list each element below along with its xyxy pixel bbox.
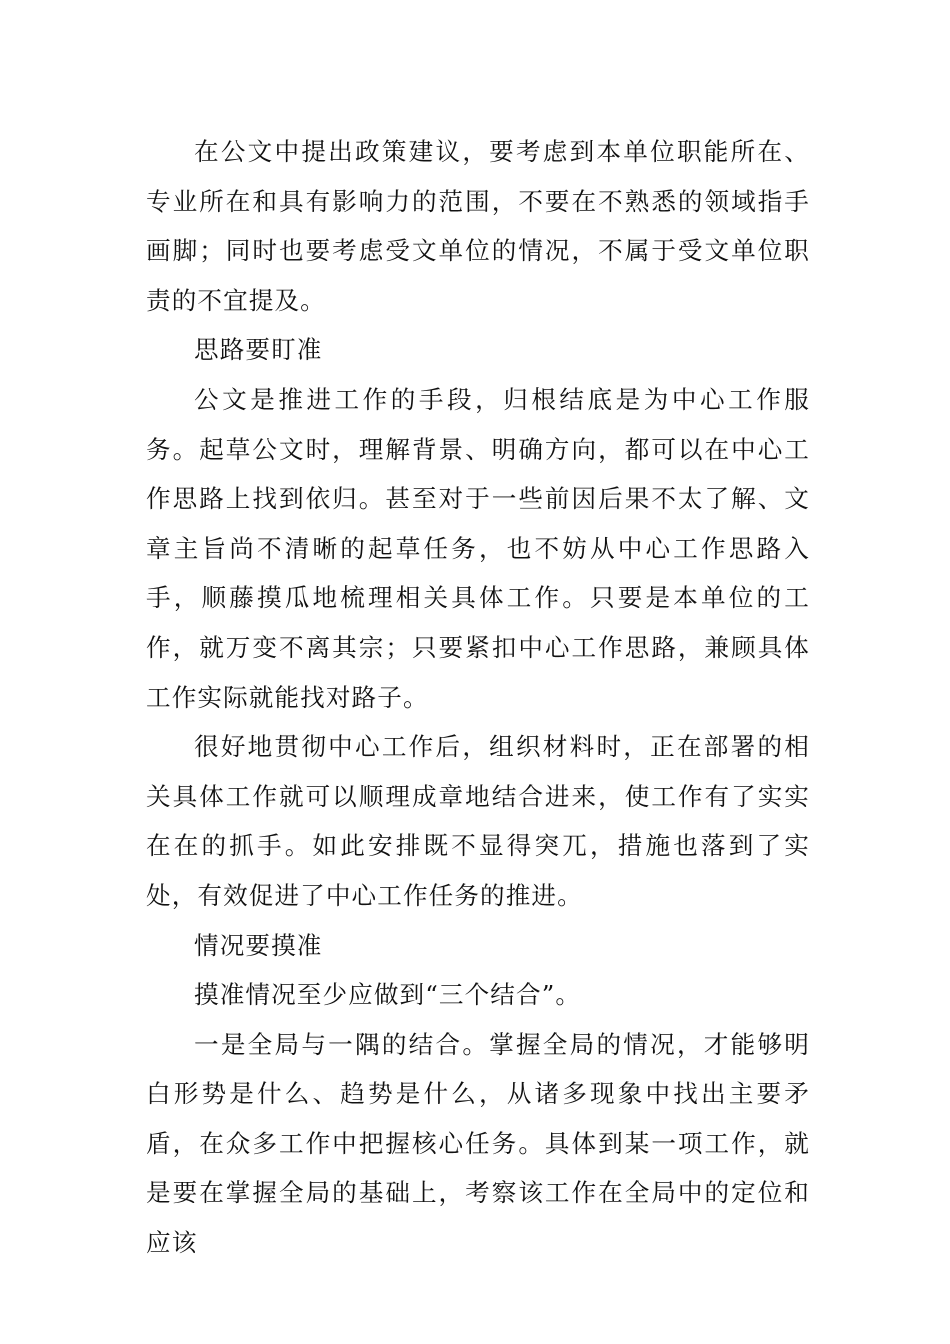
paragraph-implementation: 很好地贯彻中心工作后，组织材料时，正在部署的相关具体工作就可以顺理成章地结合进来，使工作有了实实在在的抓手。如此安排既不显得突兀，措施也落到了实处，有效促进了中心工作任务的推进。 (146, 732, 810, 910)
heading-thinking: 思路要盯准 (194, 335, 323, 365)
document-body (146, 127, 810, 1268)
heading-situation: 情况要摸准 (194, 930, 323, 960)
paragraph-global-local: 一是全局与一隅的结合。掌握全局的情况，才能够明白形势是什么、趋势是什么，从诸多现象中找出主要矛盾，在众多工作中把握核心任务。具体到某一项工作，就是要在掌握全局的基础上，考察该工作在全局中的定位和应该 (146, 1029, 810, 1258)
paragraph-central-work: 公文是推进工作的手段，归根结底是为中心工作服务。起草公文时，理解背景、明确方向，都可以在中心工作思路上找到依归。甚至对于一些前因后果不太了解、文章主旨尚不清晰的起草任务，也不妨从中心工作思路入手，顺藤摸瓜地梳理相关具体工作。只要是本单位的工作，就万变不离其宗；只要紧扣中心工作思路，兼顾具体工作实际就能找对路子。 (146, 384, 810, 712)
paragraph-policy-suggestions: 在公文中提出政策建议，要考虑到本单位职能所在、专业所在和具有影响力的范围，不要在不熟悉的领域指手画脚；同时也要考虑受文单位的情况，不属于受文单位职责的不宜提及。 (146, 137, 810, 315)
paragraph-three-combinations: 摸准情况至少应做到“三个结合”。 (194, 980, 582, 1010)
